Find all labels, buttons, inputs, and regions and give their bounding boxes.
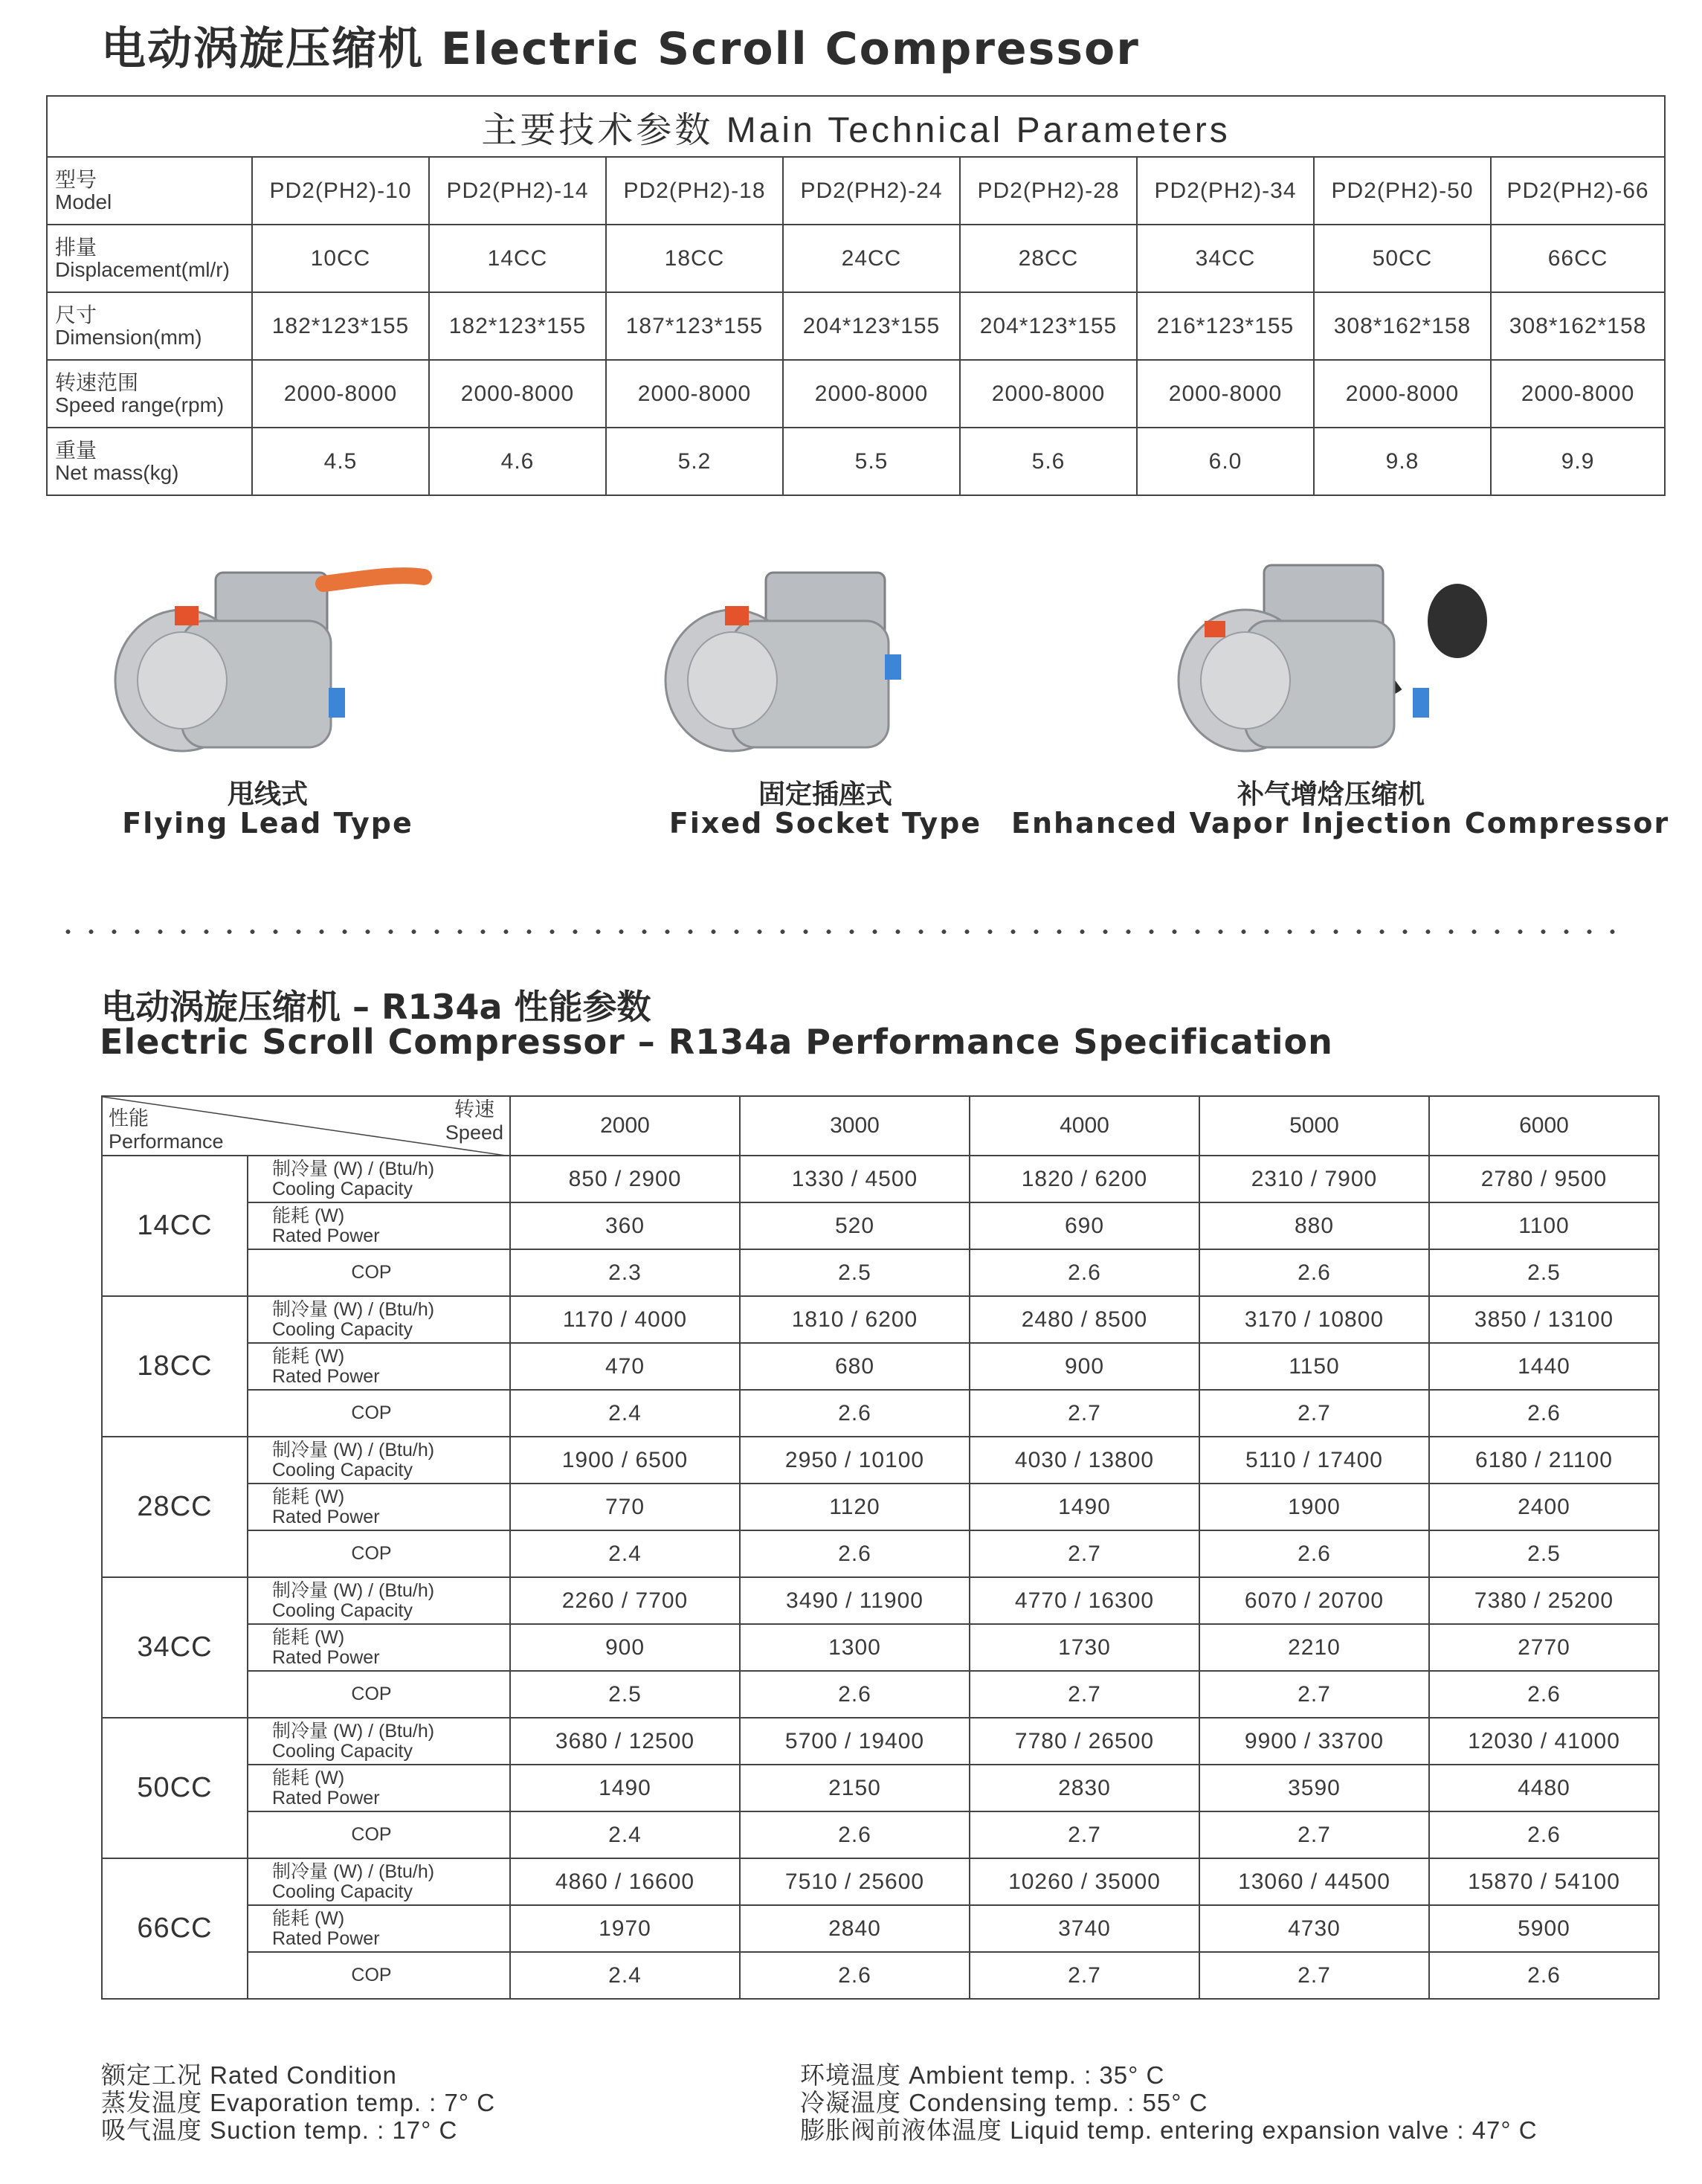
param-label-en: Model [55, 190, 112, 213]
performance-cell: 9900 / 33700 [1199, 1718, 1429, 1765]
param-cell: 2000-8000 [429, 360, 606, 428]
product-name-en: Flying Lead Type [122, 807, 413, 840]
performance-row [102, 1437, 1659, 1484]
metric-label-en: Rated Power [272, 1506, 380, 1527]
corner-performance-en: Performance [109, 1130, 224, 1153]
condition-line: 额定工况 Rated Condition [101, 2061, 397, 2089]
param-label-zh: 重量 [55, 439, 97, 463]
performance-cell: 1100 [1429, 1202, 1659, 1249]
performance-cell: 15870 / 54100 [1429, 1858, 1659, 1905]
product-name-zh: 补气增焓压缩机 [1237, 779, 1425, 810]
performance-cell: 2.6 [1429, 1952, 1659, 1999]
metric-label-zh: 能耗 (W) [272, 1627, 345, 1649]
param-cell: 182*123*155 [252, 292, 429, 360]
metric-label-en: Rated Power [272, 1225, 380, 1246]
page-title-en: Electric Scroll Compressor [440, 23, 1140, 75]
metric-label-cop: COP [248, 1671, 510, 1718]
metric-label-cooling [248, 1858, 510, 1905]
param-label-en: Dimension(mm) [55, 325, 202, 349]
condition-line: 冷凝温度 Condensing temp. : 55° C [800, 2089, 1208, 2116]
performance-cell: 2.6 [740, 1530, 970, 1577]
param-cell: PD2(PH2)-24 [783, 157, 960, 225]
performance-row [102, 1530, 1659, 1577]
performance-cell: 1440 [1429, 1343, 1659, 1390]
param-cell: 50CC [1314, 225, 1491, 292]
corner-performance-zh: 性能 [109, 1107, 149, 1130]
performance-cell: 2480 / 8500 [970, 1296, 1199, 1343]
param-cell: 182*123*155 [429, 292, 606, 360]
performance-cell: 1330 / 4500 [740, 1156, 970, 1202]
metric-label-zh: 制冷量 (W) / (Btu/h) [272, 1440, 435, 1461]
performance-cell: 2830 [970, 1765, 1199, 1811]
page-title [101, 13, 1140, 77]
param-cell: 2000-8000 [960, 360, 1137, 428]
metric-label-cooling [248, 1156, 510, 1202]
metric-label-power [248, 1343, 510, 1390]
performance-cell: 4030 / 13800 [970, 1437, 1199, 1484]
performance-cell: 2.6 [1199, 1530, 1429, 1577]
param-cell: 216*123*155 [1137, 292, 1314, 360]
param-label-en: Speed range(rpm) [55, 393, 225, 416]
metric-label-cop: COP [248, 1390, 510, 1437]
performance-cell: 3170 / 10800 [1199, 1296, 1429, 1343]
rated-conditions-left [101, 2061, 495, 2144]
param-cell: PD2(PH2)-34 [1137, 157, 1314, 225]
param-cell: 2000-8000 [783, 360, 960, 428]
param-cell: PD2(PH2)-18 [606, 157, 783, 225]
performance-cell: 2.7 [1199, 1952, 1429, 1999]
performance-cell: 2.5 [510, 1671, 740, 1718]
performance-cell: 880 [1199, 1202, 1429, 1249]
param-cell: 2000-8000 [1137, 360, 1314, 428]
param-cell: 308*162*158 [1314, 292, 1491, 360]
performance-cell: 2.4 [510, 1530, 740, 1577]
metric-label-power [248, 1624, 510, 1671]
speed-header: 4000 [970, 1096, 1199, 1156]
condition-line: 吸气温度 Suction temp. : 17° C [101, 2116, 458, 2144]
performance-cell: 7780 / 26500 [970, 1718, 1199, 1765]
param-cell: PD2(PH2)-28 [960, 157, 1137, 225]
performance-cell: 850 / 2900 [510, 1156, 740, 1202]
performance-cell: 680 [740, 1343, 970, 1390]
displacement-group-label: 66CC [102, 1858, 248, 1999]
performance-cell: 520 [740, 1202, 970, 1249]
performance-cell: 2.6 [740, 1811, 970, 1858]
performance-cell: 1490 [970, 1484, 1199, 1530]
performance-row [102, 1718, 1659, 1765]
displacement-group-label: 34CC [102, 1577, 248, 1718]
param-label-en: Net mass(kg) [55, 460, 179, 484]
performance-cell: 2.5 [740, 1249, 970, 1296]
metric-label-en: Cooling Capacity [272, 1459, 413, 1481]
performance-cell: 2840 [740, 1905, 970, 1952]
param-row-label [47, 292, 252, 360]
page-title-zh: 电动涡旋压缩机 [101, 23, 424, 75]
performance-cell: 2.4 [510, 1390, 740, 1437]
table-caption: 主要技术参数 Main Technical Parameters [47, 96, 1665, 157]
param-cell: PD2(PH2)-14 [429, 157, 606, 225]
param-cell: 6.0 [1137, 428, 1314, 495]
metric-label-en: Cooling Capacity [272, 1881, 413, 1902]
performance-cell: 2.6 [740, 1390, 970, 1437]
performance-title-en: Electric Scroll Compressor – R134a Performance Specification [100, 1022, 1333, 1062]
param-label-zh: 转速范围 [55, 371, 139, 395]
param-cell: 28CC [960, 225, 1137, 292]
performance-cell: 2.6 [970, 1249, 1199, 1296]
performance-row [102, 1905, 1659, 1952]
performance-cell: 1970 [510, 1905, 740, 1952]
product-name-en: Fixed Socket Type [668, 807, 982, 840]
performance-cell: 1900 / 6500 [510, 1437, 740, 1484]
metric-label-en: Rated Power [272, 1927, 380, 1949]
performance-cell: 2.7 [970, 1671, 1199, 1718]
performance-cell: 770 [510, 1484, 740, 1530]
performance-cell: 3590 [1199, 1765, 1429, 1811]
param-cell: 9.8 [1314, 428, 1491, 495]
performance-cell: 1300 [740, 1624, 970, 1671]
performance-table [101, 1095, 1660, 2000]
speed-header: 6000 [1429, 1096, 1659, 1156]
param-cell: PD2(PH2)-10 [252, 157, 429, 225]
condition-line: 蒸发温度 Evaporation temp. : 7° C [101, 2089, 496, 2116]
performance-cell: 2.7 [1199, 1811, 1429, 1858]
metric-label-zh: 制冷量 (W) / (Btu/h) [272, 1159, 435, 1180]
performance-cell: 2770 [1429, 1624, 1659, 1671]
metric-label-cop: COP [248, 1952, 510, 1999]
param-label-en: Displacement(ml/r) [55, 257, 230, 281]
metric-label-en: Cooling Capacity [272, 1318, 413, 1340]
performance-cell: 1490 [510, 1765, 740, 1811]
performance-cell: 6180 / 21100 [1429, 1437, 1659, 1484]
compressor-flying-lead-image [112, 550, 439, 766]
displacement-group-label: 18CC [102, 1296, 248, 1437]
performance-cell: 4730 [1199, 1905, 1429, 1952]
displacement-group-label: 14CC [102, 1156, 248, 1296]
param-row-label [47, 360, 252, 428]
param-row [47, 428, 1665, 495]
metric-label-zh: 能耗 (W) [272, 1908, 345, 1930]
performance-cell: 2400 [1429, 1484, 1659, 1530]
performance-cell: 3490 / 11900 [740, 1577, 970, 1624]
metric-label-power [248, 1484, 510, 1530]
rated-conditions-right [800, 2061, 1538, 2144]
metric-label-en: Rated Power [272, 1787, 380, 1808]
metric-label-zh: 能耗 (W) [272, 1346, 345, 1368]
param-row [47, 157, 1665, 225]
performance-cell: 2.7 [1199, 1390, 1429, 1437]
metric-label-power [248, 1202, 510, 1249]
param-row-label [47, 428, 252, 495]
product-name-zh: 固定插座式 [758, 779, 892, 810]
performance-cell: 2.6 [740, 1671, 970, 1718]
performance-cell: 900 [970, 1343, 1199, 1390]
metric-label-en: Cooling Capacity [272, 1600, 413, 1621]
metric-label-cooling [248, 1577, 510, 1624]
performance-cell: 2.7 [970, 1811, 1199, 1858]
param-cell: 18CC [606, 225, 783, 292]
performance-cell: 1900 [1199, 1484, 1429, 1530]
performance-row [102, 1296, 1659, 1343]
metric-label-cooling [248, 1718, 510, 1765]
param-cell: 9.9 [1491, 428, 1665, 495]
speed-header: 2000 [510, 1096, 740, 1156]
param-cell: 204*123*155 [960, 292, 1137, 360]
metric-label-zh: 制冷量 (W) / (Btu/h) [272, 1861, 435, 1883]
performance-cell: 2.5 [1429, 1530, 1659, 1577]
param-cell: 4.5 [252, 428, 429, 495]
performance-cell: 1810 / 6200 [740, 1296, 970, 1343]
performance-cell: 4860 / 16600 [510, 1858, 740, 1905]
metric-label-power [248, 1905, 510, 1952]
param-cell: 2000-8000 [606, 360, 783, 428]
param-cell: 308*162*158 [1491, 292, 1665, 360]
performance-row [102, 1484, 1659, 1530]
performance-cell: 12030 / 41000 [1429, 1718, 1659, 1765]
performance-cell: 2.6 [1429, 1390, 1659, 1437]
param-cell: 187*123*155 [606, 292, 783, 360]
performance-row [102, 1671, 1659, 1718]
param-cell: 24CC [783, 225, 960, 292]
performance-cell: 2.6 [1199, 1249, 1429, 1296]
corner-speed-en: Speed [445, 1121, 503, 1144]
param-cell: 5.5 [783, 428, 960, 495]
performance-row [102, 1765, 1659, 1811]
performance-row [102, 1811, 1659, 1858]
performance-cell: 2.3 [510, 1249, 740, 1296]
technical-parameters-table [46, 95, 1666, 496]
performance-cell: 2150 [740, 1765, 970, 1811]
performance-cell: 2.7 [970, 1530, 1199, 1577]
param-cell: 204*123*155 [783, 292, 960, 360]
performance-cell: 900 [510, 1624, 740, 1671]
metric-label-zh: 制冷量 (W) / (Btu/h) [272, 1580, 435, 1602]
displacement-group-label: 28CC [102, 1437, 248, 1577]
performance-cell: 13060 / 44500 [1199, 1858, 1429, 1905]
metric-label-en: Cooling Capacity [272, 1178, 413, 1199]
performance-cell: 2260 / 7700 [510, 1577, 740, 1624]
metric-label-zh: 制冷量 (W) / (Btu/h) [272, 1299, 435, 1321]
table-corner-header [102, 1096, 510, 1156]
param-cell: PD2(PH2)-66 [1491, 157, 1665, 225]
performance-cell: 5110 / 17400 [1199, 1437, 1429, 1484]
product-name-zh: 甩线式 [227, 779, 308, 810]
performance-cell: 1820 / 6200 [970, 1156, 1199, 1202]
param-cell: 14CC [429, 225, 606, 292]
performance-cell: 2.7 [970, 1390, 1199, 1437]
param-cell: 2000-8000 [252, 360, 429, 428]
performance-cell: 470 [510, 1343, 740, 1390]
performance-cell: 1150 [1199, 1343, 1429, 1390]
performance-cell: 2.4 [510, 1952, 740, 1999]
metric-label-cooling [248, 1437, 510, 1484]
performance-cell: 1730 [970, 1624, 1199, 1671]
param-row [47, 225, 1665, 292]
speed-header: 5000 [1199, 1096, 1429, 1156]
metric-label-en: Rated Power [272, 1365, 380, 1387]
compressor-fixed-socket-image [662, 550, 989, 766]
performance-cell: 2.7 [1199, 1671, 1429, 1718]
performance-cell: 3680 / 12500 [510, 1718, 740, 1765]
compressor-evi-image [1175, 550, 1502, 766]
metric-label-en: Rated Power [272, 1646, 380, 1668]
performance-row [102, 1249, 1659, 1296]
performance-cell: 2.6 [1429, 1811, 1659, 1858]
displacement-group-label: 50CC [102, 1718, 248, 1858]
performance-cell: 4770 / 16300 [970, 1577, 1199, 1624]
performance-cell: 2.7 [970, 1952, 1199, 1999]
performance-cell: 2210 [1199, 1624, 1429, 1671]
performance-cell: 690 [970, 1202, 1199, 1249]
metric-label-power [248, 1765, 510, 1811]
performance-row [102, 1952, 1659, 1999]
performance-cell: 7380 / 25200 [1429, 1577, 1659, 1624]
param-row-label [47, 157, 252, 225]
performance-cell: 6070 / 20700 [1199, 1577, 1429, 1624]
product-name-en: Enhanced Vapor Injection Compressor [1011, 807, 1670, 840]
param-cell: 2000-8000 [1314, 360, 1491, 428]
corner-speed-zh: 转速 [454, 1098, 494, 1121]
param-row [47, 292, 1665, 360]
performance-row [102, 1156, 1659, 1202]
param-cell: 2000-8000 [1491, 360, 1665, 428]
performance-cell: 2950 / 10100 [740, 1437, 970, 1484]
performance-cell: 5700 / 19400 [740, 1718, 970, 1765]
metric-label-zh: 能耗 (W) [272, 1486, 345, 1508]
param-cell: PD2(PH2)-50 [1314, 157, 1491, 225]
condition-line: 膨胀阀前液体温度 Liquid temp. entering expansion valve : 47° C [800, 2116, 1538, 2144]
param-label-zh: 尺寸 [55, 303, 97, 327]
performance-cell: 360 [510, 1202, 740, 1249]
metric-label-zh: 制冷量 (W) / (Btu/h) [272, 1721, 435, 1742]
speed-header: 3000 [740, 1096, 970, 1156]
metric-label-zh: 能耗 (W) [272, 1205, 345, 1227]
performance-cell: 2.6 [740, 1952, 970, 1999]
performance-cell: 2310 / 7900 [1199, 1156, 1429, 1202]
param-cell: 66CC [1491, 225, 1665, 292]
metric-label-zh: 能耗 (W) [272, 1768, 345, 1789]
performance-title-zh: 电动涡旋压缩机 – R134a 性能参数 [101, 987, 651, 1027]
metric-label-cop: COP [248, 1811, 510, 1858]
performance-cell: 2780 / 9500 [1429, 1156, 1659, 1202]
metric-label-cop: COP [248, 1530, 510, 1577]
performance-cell: 7510 / 25600 [740, 1858, 970, 1905]
performance-cell: 10260 / 35000 [970, 1858, 1199, 1905]
param-cell: 5.2 [606, 428, 783, 495]
metric-label-cooling [248, 1296, 510, 1343]
param-row [47, 360, 1665, 428]
performance-cell: 3850 / 13100 [1429, 1296, 1659, 1343]
performance-cell: 2.4 [510, 1811, 740, 1858]
performance-cell: 1120 [740, 1484, 970, 1530]
param-cell: 5.6 [960, 428, 1137, 495]
performance-cell: 3740 [970, 1905, 1199, 1952]
performance-row [102, 1390, 1659, 1437]
condition-line: 环境温度 Ambient temp. : 35° C [800, 2061, 1165, 2089]
performance-cell: 4480 [1429, 1765, 1659, 1811]
param-label-zh: 排量 [55, 236, 97, 260]
param-cell: 4.6 [429, 428, 606, 495]
param-label-zh: 型号 [55, 168, 97, 192]
performance-cell: 2.6 [1429, 1671, 1659, 1718]
performance-cell: 5900 [1429, 1905, 1659, 1952]
section-divider [57, 930, 1633, 934]
param-row-label [47, 225, 252, 292]
performance-cell: 2.5 [1429, 1249, 1659, 1296]
performance-row [102, 1624, 1659, 1671]
performance-row [102, 1343, 1659, 1390]
performance-row [102, 1577, 1659, 1624]
performance-cell: 1170 / 4000 [510, 1296, 740, 1343]
performance-row [102, 1858, 1659, 1905]
metric-label-cop: COP [248, 1249, 510, 1296]
metric-label-en: Cooling Capacity [272, 1740, 413, 1762]
param-cell: 34CC [1137, 225, 1314, 292]
param-cell: 10CC [252, 225, 429, 292]
performance-row [102, 1202, 1659, 1249]
